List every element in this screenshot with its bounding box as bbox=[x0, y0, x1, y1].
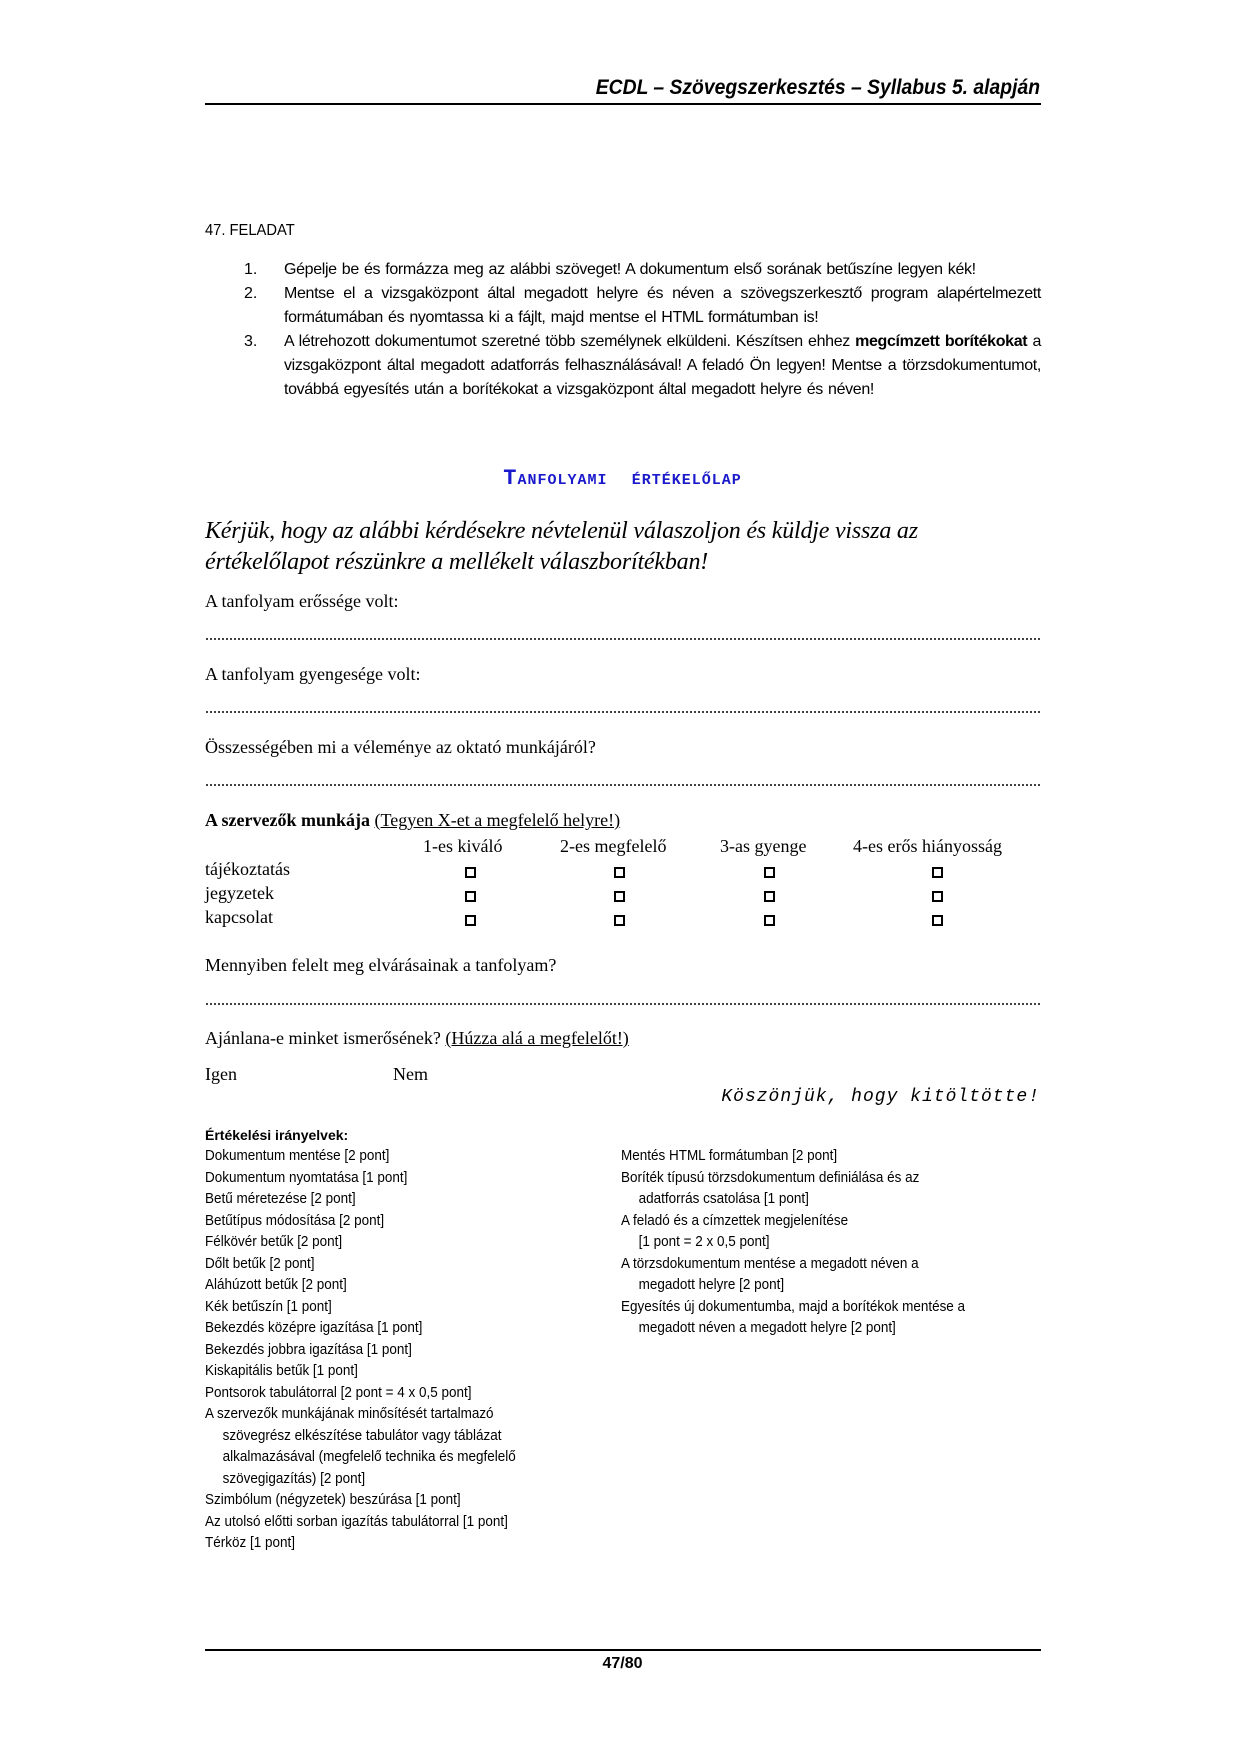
criteria-item: Betűtípus módosítása [2 pont] bbox=[205, 1212, 385, 1229]
criteria-item-continued: [1 pont = 2 x 0,5 pont] bbox=[638, 1234, 770, 1250]
thank-you-note: Köszönjük, hogy kitöltötte! bbox=[721, 1087, 1040, 1107]
criteria-item: Dokumentum nyomtatása [1 pont] bbox=[205, 1169, 408, 1186]
rating-row-label: kapcsolat bbox=[205, 907, 273, 927]
question-strength: A tanfolyam erőssége volt: bbox=[205, 591, 399, 611]
checkbox-tajekoztatas-4[interactable] bbox=[932, 867, 943, 878]
task-item-number: 2. bbox=[244, 285, 258, 302]
criteria-item: Betű méretezése [2 pont] bbox=[205, 1191, 356, 1207]
criteria-item: Kiskapitális betűk [1 pont] bbox=[205, 1363, 358, 1379]
footer-rule bbox=[205, 1649, 1041, 1651]
answer-no[interactable]: Nem bbox=[393, 1064, 428, 1084]
form-intro: Kérjük, hogy az alábbi kérdésekre névtelenül válaszoljon és küldje vissza az értékelőlapot részünkre a mellékelt válaszborítékban! bbox=[205, 518, 918, 575]
rating-column-header: 2-es megfelelő bbox=[560, 836, 667, 856]
checkbox-tajekoztatas-2[interactable] bbox=[614, 867, 625, 878]
form-title: Tanfolyami értékelőlap bbox=[503, 466, 742, 491]
criteria-left-list bbox=[205, 1146, 516, 1555]
checkbox-tajekoztatas-3[interactable] bbox=[764, 867, 775, 878]
checkbox-jegyzetek-2[interactable] bbox=[614, 891, 625, 902]
criteria-right-list bbox=[621, 1146, 965, 1340]
criteria-item-continued: szövegigazítás) [2 pont] bbox=[222, 1470, 366, 1487]
task-item bbox=[240, 282, 1041, 330]
task-item-text bbox=[284, 333, 1041, 398]
criteria-item: A törzsdokumentum mentése a megadott néven a bbox=[621, 1255, 919, 1272]
task-item-text-part: A létrehozott dokumentumot szeretné több személynek elküldeni. Készítsen ehhez bbox=[284, 333, 856, 350]
checkbox-jegyzetek-1[interactable] bbox=[465, 891, 476, 902]
checkbox-jegyzetek-4[interactable] bbox=[932, 891, 943, 902]
question-recommend-instruction: (Húzza alá a megfelelőt!) bbox=[445, 1028, 629, 1048]
page-header-title: ECDL – Szövegszerkesztés – Syllabus 5. alapján bbox=[595, 76, 1040, 99]
answer-yes[interactable]: Igen bbox=[205, 1064, 237, 1084]
criteria-item: Pontsorok tabulátorral [2 pont = 4 x 0,5 pont] bbox=[205, 1384, 472, 1401]
question-weakness: A tanfolyam gyengesége volt: bbox=[205, 664, 421, 684]
task-item-text-part: a vizsgaközpont által megadott adatforrás felhasználásával! A feladó Ön legyen! Mentse a törzsdokumentumot, továbbá egyesítés után a borítékokat a vizsgaközpont által megadott helyre és néven! bbox=[284, 333, 1041, 398]
rating-column-header: 3-as gyenge bbox=[720, 836, 807, 856]
task-instructions-list bbox=[240, 258, 1041, 402]
criteria-item: Félkövér betűk [2 pont] bbox=[205, 1234, 343, 1250]
answer-line-expectations[interactable] bbox=[205, 1003, 1041, 1005]
rating-column-header: 1-es kiváló bbox=[423, 836, 503, 856]
criteria-item-continued: alkalmazásával (megfelelő technika és megfelelő bbox=[222, 1449, 516, 1465]
rating-row-label: tájékoztatás bbox=[205, 859, 290, 879]
header-rule bbox=[205, 103, 1041, 105]
criteria-item: Dőlt betűk [2 pont] bbox=[205, 1255, 315, 1272]
organizers-label: A szervezők munkája bbox=[205, 810, 370, 830]
criteria-item: Szimbólum (négyzetek) beszúrása [1 pont] bbox=[205, 1492, 461, 1508]
criteria-item: Boríték típusú törzsdokumentum definiálása és az bbox=[621, 1169, 920, 1186]
answer-line-weakness[interactable] bbox=[205, 711, 1041, 713]
rating-row-label: jegyzetek bbox=[205, 883, 274, 903]
checkbox-kapcsolat-1[interactable] bbox=[465, 915, 476, 926]
organizers-instruction: (Tegyen X-et a megfelelő helyre!) bbox=[374, 810, 621, 830]
criteria-item: Az utolsó előtti sorban igazítás tabulátorral [1 pont] bbox=[205, 1513, 508, 1530]
criteria-item: A szervezők munkájának minősítését tartalmazó bbox=[205, 1406, 494, 1422]
rating-column-header: 4-es erős hiányosság bbox=[853, 836, 1002, 856]
criteria-item: Térköz [1 pont] bbox=[205, 1535, 295, 1551]
criteria-item: Aláhúzott betűk [2 pont] bbox=[205, 1277, 347, 1293]
criteria-item: Bekezdés középre igazítása [1 pont] bbox=[205, 1320, 423, 1336]
organizers-heading bbox=[205, 810, 620, 831]
question-recommend bbox=[205, 1028, 629, 1049]
task-item-bold-text: megcímzett borítékokat bbox=[855, 333, 1028, 350]
task-item bbox=[240, 258, 1041, 282]
answer-line-strength[interactable] bbox=[205, 638, 1041, 640]
criteria-item-continued: megadott helyre [2 pont] bbox=[638, 1277, 785, 1293]
page-number: 47/80 bbox=[602, 1655, 643, 1672]
criteria-title: Értékelési irányelvek: bbox=[205, 1127, 349, 1143]
criteria-item-continued: szövegrész elkészítése tabulátor vagy táblázat bbox=[222, 1427, 502, 1444]
criteria-item: Kék betűszín [1 pont] bbox=[205, 1298, 332, 1315]
criteria-item: Mentés HTML formátumban [2 pont] bbox=[621, 1148, 838, 1164]
criteria-item-continued: adatforrás csatolása [1 pont] bbox=[638, 1191, 809, 1207]
checkbox-kapcsolat-3[interactable] bbox=[764, 915, 775, 926]
task-title: 47. FELADAT bbox=[205, 222, 295, 239]
criteria-item: Egyesítés új dokumentumba, majd a borítékok mentése a bbox=[621, 1298, 966, 1315]
checkbox-kapcsolat-4[interactable] bbox=[932, 915, 943, 926]
task-item bbox=[240, 330, 1041, 402]
task-item-number: 1. bbox=[244, 261, 258, 278]
criteria-item-continued: megadott néven a megadott helyre [2 pont] bbox=[638, 1320, 896, 1336]
task-item-text: Mentse el a vizsgaközpont által megadott helyre és néven a szövegszerkesztő program alapértelmezett formátumában és nyomtassa ki a fájlt, majd mentse el HTML formátumban is! bbox=[284, 285, 1041, 326]
question-recommend-text: Ajánlana-e minket ismerősének? bbox=[205, 1028, 441, 1048]
question-instructor: Összességében mi a véleménye az oktató munkájáról? bbox=[205, 737, 596, 757]
criteria-item: Bekezdés jobbra igazítása [1 pont] bbox=[205, 1341, 412, 1358]
answer-line-instructor[interactable] bbox=[205, 784, 1041, 786]
question-expectations: Mennyiben felelt meg elvárásainak a tanfolyam? bbox=[205, 955, 557, 975]
criteria-item: A feladó és a címzettek megjelenítése bbox=[621, 1212, 849, 1229]
task-item-number: 3. bbox=[244, 333, 258, 350]
checkbox-tajekoztatas-1[interactable] bbox=[465, 867, 476, 878]
criteria-item: Dokumentum mentése [2 pont] bbox=[205, 1148, 390, 1164]
checkbox-kapcsolat-2[interactable] bbox=[614, 915, 625, 926]
checkbox-jegyzetek-3[interactable] bbox=[764, 891, 775, 902]
task-item-text: Gépelje be és formázza meg az alábbi szöveget! A dokumentum első sorának betűszíne legyen kék! bbox=[284, 261, 976, 278]
